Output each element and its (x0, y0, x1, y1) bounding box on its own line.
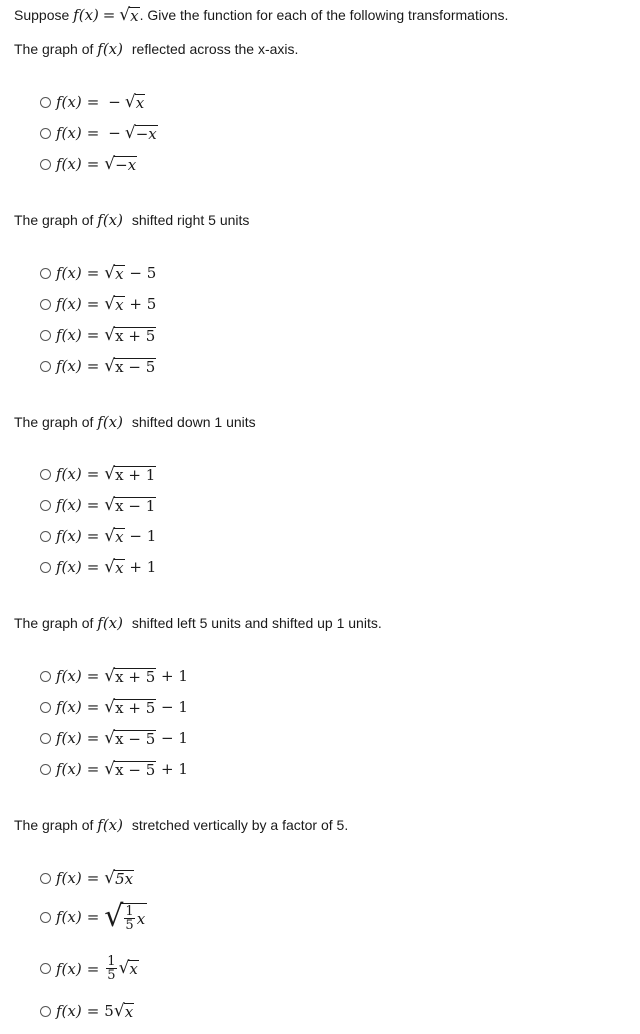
q4-option-3[interactable] (40, 729, 188, 747)
intro-line (14, 6, 508, 24)
option-radicand: −x (115, 155, 137, 174)
question-4-prompt (14, 614, 382, 632)
prompt-prefix: The graph of (14, 41, 94, 57)
radio-button[interactable] (40, 469, 51, 480)
option-lhs: f(x) (56, 698, 82, 716)
option-eq: = (86, 124, 100, 142)
option-sqrt: √ x (104, 262, 124, 283)
option-sqrt: √ x + 5 (104, 696, 156, 717)
q5-option-3[interactable] (40, 955, 139, 982)
option-lhs: f(x) (56, 264, 82, 282)
option-eq: = (86, 93, 100, 111)
option-sqrt-frac: √ $\frac{1}{5}$ x (104, 899, 146, 934)
option-radicand: x (115, 264, 124, 283)
option-sqrt: √ x (104, 293, 124, 314)
option-lhs: f(x) (56, 496, 82, 514)
q3-option-1[interactable] (40, 465, 156, 483)
intro-eq: = (102, 6, 116, 24)
option-radicand: x + 1 (115, 465, 156, 484)
intro-prefix: Suppose (14, 7, 70, 23)
option-lhs: f(x) (56, 527, 82, 545)
option-sqrt: √ x (118, 958, 138, 978)
prompt-prefix: The graph of (14, 615, 94, 631)
option-eq: = (86, 1002, 100, 1020)
option-eq: = (86, 908, 100, 926)
q1-option-3[interactable] (40, 155, 137, 173)
option-eq: = (86, 729, 100, 747)
intro-fx: f(x) (73, 6, 99, 24)
prompt-suffix: shifted right 5 units (131, 212, 250, 228)
q3-option-2[interactable] (40, 496, 156, 514)
option-radicand: x (115, 295, 124, 314)
option-sqrt: √ x (124, 91, 145, 112)
question-2-prompt (14, 211, 249, 229)
option-sqrt: √ x − 5 (104, 758, 156, 779)
option-eq: = (86, 959, 100, 978)
option-lhs: f(x) (56, 667, 82, 685)
prompt-suffix: shifted down 1 units (131, 414, 256, 430)
option-sqrt: √ x (104, 525, 124, 546)
option-pre: − (108, 93, 121, 111)
question-1-prompt (14, 40, 298, 58)
option-lhs: f(x) (56, 760, 82, 778)
frac-den: 5 (125, 918, 134, 933)
q4-option-1[interactable] (40, 667, 188, 685)
q4-option-4[interactable] (40, 760, 188, 778)
option-eq: = (86, 496, 100, 514)
option-eq: = (86, 869, 100, 887)
radio-button[interactable] (40, 1006, 51, 1017)
option-radicand: x + 5 (115, 667, 156, 686)
q2-option-4[interactable] (40, 357, 156, 375)
option-sqrt: √ 5x (104, 867, 134, 888)
option-sqrt: √ −x (104, 153, 137, 174)
q2-option-3[interactable] (40, 326, 156, 344)
option-radicand: x (124, 1002, 134, 1021)
option-eq: = (86, 465, 100, 483)
question-5-prompt (14, 816, 348, 834)
option-post: + 1 (156, 760, 188, 778)
radio-button[interactable] (40, 873, 51, 884)
option-radicand: x (129, 960, 138, 978)
radio-button[interactable] (40, 702, 51, 713)
option-lhs: f(x) (56, 155, 82, 173)
option-lhs: f(x) (56, 908, 82, 926)
prompt-suffix: stretched vertically by a factor of 5. (131, 817, 349, 833)
option-eq: = (86, 295, 100, 313)
option-lhs: f(x) (56, 959, 82, 978)
option-eq: = (86, 527, 100, 545)
radio-button[interactable] (40, 330, 51, 341)
option-sqrt: √ x + 5 (104, 324, 156, 345)
option-eq: = (86, 264, 100, 282)
option-sqrt: √ x (104, 556, 124, 577)
intro-sqrt: √ x (119, 5, 139, 25)
option-pre: − (108, 124, 121, 142)
radio-button[interactable] (40, 764, 51, 775)
frac-num: 1 (125, 904, 134, 919)
question-3-prompt (14, 413, 256, 431)
prompt-fx: f(x) (97, 614, 123, 632)
radio-button[interactable] (40, 299, 51, 310)
option-eq: = (86, 667, 100, 685)
option-fraction (106, 955, 116, 982)
radio-button[interactable] (40, 361, 51, 372)
option-post: − 1 (156, 729, 188, 747)
q4-option-2[interactable] (40, 698, 188, 716)
frac-num: 1 (107, 954, 116, 969)
option-post: − 1 (124, 527, 157, 545)
option-lhs: f(x) (56, 1002, 82, 1020)
intro-suffix: . Give the function for each of the following transformations. (139, 7, 509, 23)
prompt-prefix: The graph of (14, 817, 94, 833)
option-sqrt: √ x + 1 (104, 463, 156, 484)
option-radicand: x − 5 (115, 729, 156, 748)
option-lhs: f(x) (56, 295, 82, 313)
q1-option-2[interactable] (40, 124, 158, 142)
radio-button[interactable] (40, 912, 51, 923)
option-lhs: f(x) (56, 93, 82, 111)
option-sqrt: √ x − 5 (104, 355, 156, 376)
option-radicand: −x (135, 124, 157, 143)
prompt-suffix: shifted left 5 units and shifted up 1 units. (131, 615, 382, 631)
option-radicand: x (115, 527, 124, 546)
radio-button[interactable] (40, 500, 51, 511)
q3-option-3[interactable] (40, 527, 156, 545)
option-radicand: x − 1 (115, 496, 156, 515)
prompt-suffix: reflected across the x-axis. (131, 41, 299, 57)
option-lhs: f(x) (56, 326, 82, 344)
radio-button[interactable] (40, 963, 51, 974)
prompt-fx: f(x) (97, 211, 123, 229)
option-sqrt: √ −x (124, 122, 157, 143)
option-pre: 5 (104, 1002, 114, 1020)
q3-option-4[interactable] (40, 558, 156, 576)
option-post: + 1 (156, 667, 188, 685)
frac-den: 5 (107, 968, 116, 983)
option-lhs: f(x) (56, 729, 82, 747)
option-sqrt: √ x − 1 (104, 494, 156, 515)
option-radicand: x (115, 558, 124, 577)
option-post: + 5 (124, 295, 157, 313)
radio-button[interactable] (40, 268, 51, 279)
option-eq: = (86, 698, 100, 716)
option-lhs: f(x) (56, 558, 82, 576)
prompt-fx: f(x) (97, 816, 123, 834)
option-eq: = (86, 357, 100, 375)
option-sqrt: √ x (113, 1000, 134, 1021)
radio-button[interactable] (40, 159, 51, 170)
option-lhs: f(x) (56, 357, 82, 375)
radio-button[interactable] (40, 562, 51, 573)
option-post: + 1 (124, 558, 157, 576)
radio-button[interactable] (40, 128, 51, 139)
radio-button[interactable] (40, 97, 51, 108)
option-lhs: f(x) (56, 465, 82, 483)
option-post: − 1 (156, 698, 188, 716)
option-eq: = (86, 558, 100, 576)
q5-option-4[interactable] (40, 1002, 134, 1020)
prompt-fx: f(x) (97, 40, 123, 58)
q1-option-1[interactable] (40, 93, 145, 111)
prompt-prefix: The graph of (14, 212, 94, 228)
option-radicand: x + 5 (115, 698, 156, 717)
option-radicand: x (136, 909, 146, 928)
option-radicand: x + 5 (115, 326, 156, 345)
q5-option-2[interactable] (40, 899, 147, 934)
option-post: − 5 (124, 264, 157, 282)
option-radicand: x − 5 (115, 760, 156, 779)
prompt-prefix: The graph of (14, 414, 94, 430)
option-eq: = (86, 155, 100, 173)
option-sqrt: √ x + 5 (104, 665, 156, 686)
option-eq: = (86, 760, 100, 778)
option-lhs: f(x) (56, 124, 82, 142)
option-eq: = (86, 326, 100, 344)
option-radicand: x − 5 (115, 357, 156, 376)
q5-option-1[interactable] (40, 869, 134, 887)
q2-option-1[interactable] (40, 264, 156, 282)
prompt-fx: f(x) (97, 413, 123, 431)
radio-button[interactable] (40, 671, 51, 682)
option-fraction (124, 905, 134, 932)
radio-button[interactable] (40, 733, 51, 744)
radio-button[interactable] (40, 531, 51, 542)
option-radicand: x (135, 93, 145, 112)
option-lhs: f(x) (56, 869, 82, 887)
intro-radicand: x (130, 7, 139, 25)
option-sqrt: √ x − 5 (104, 727, 156, 748)
option-radicand: 5x (115, 869, 134, 888)
q2-option-2[interactable] (40, 295, 156, 313)
